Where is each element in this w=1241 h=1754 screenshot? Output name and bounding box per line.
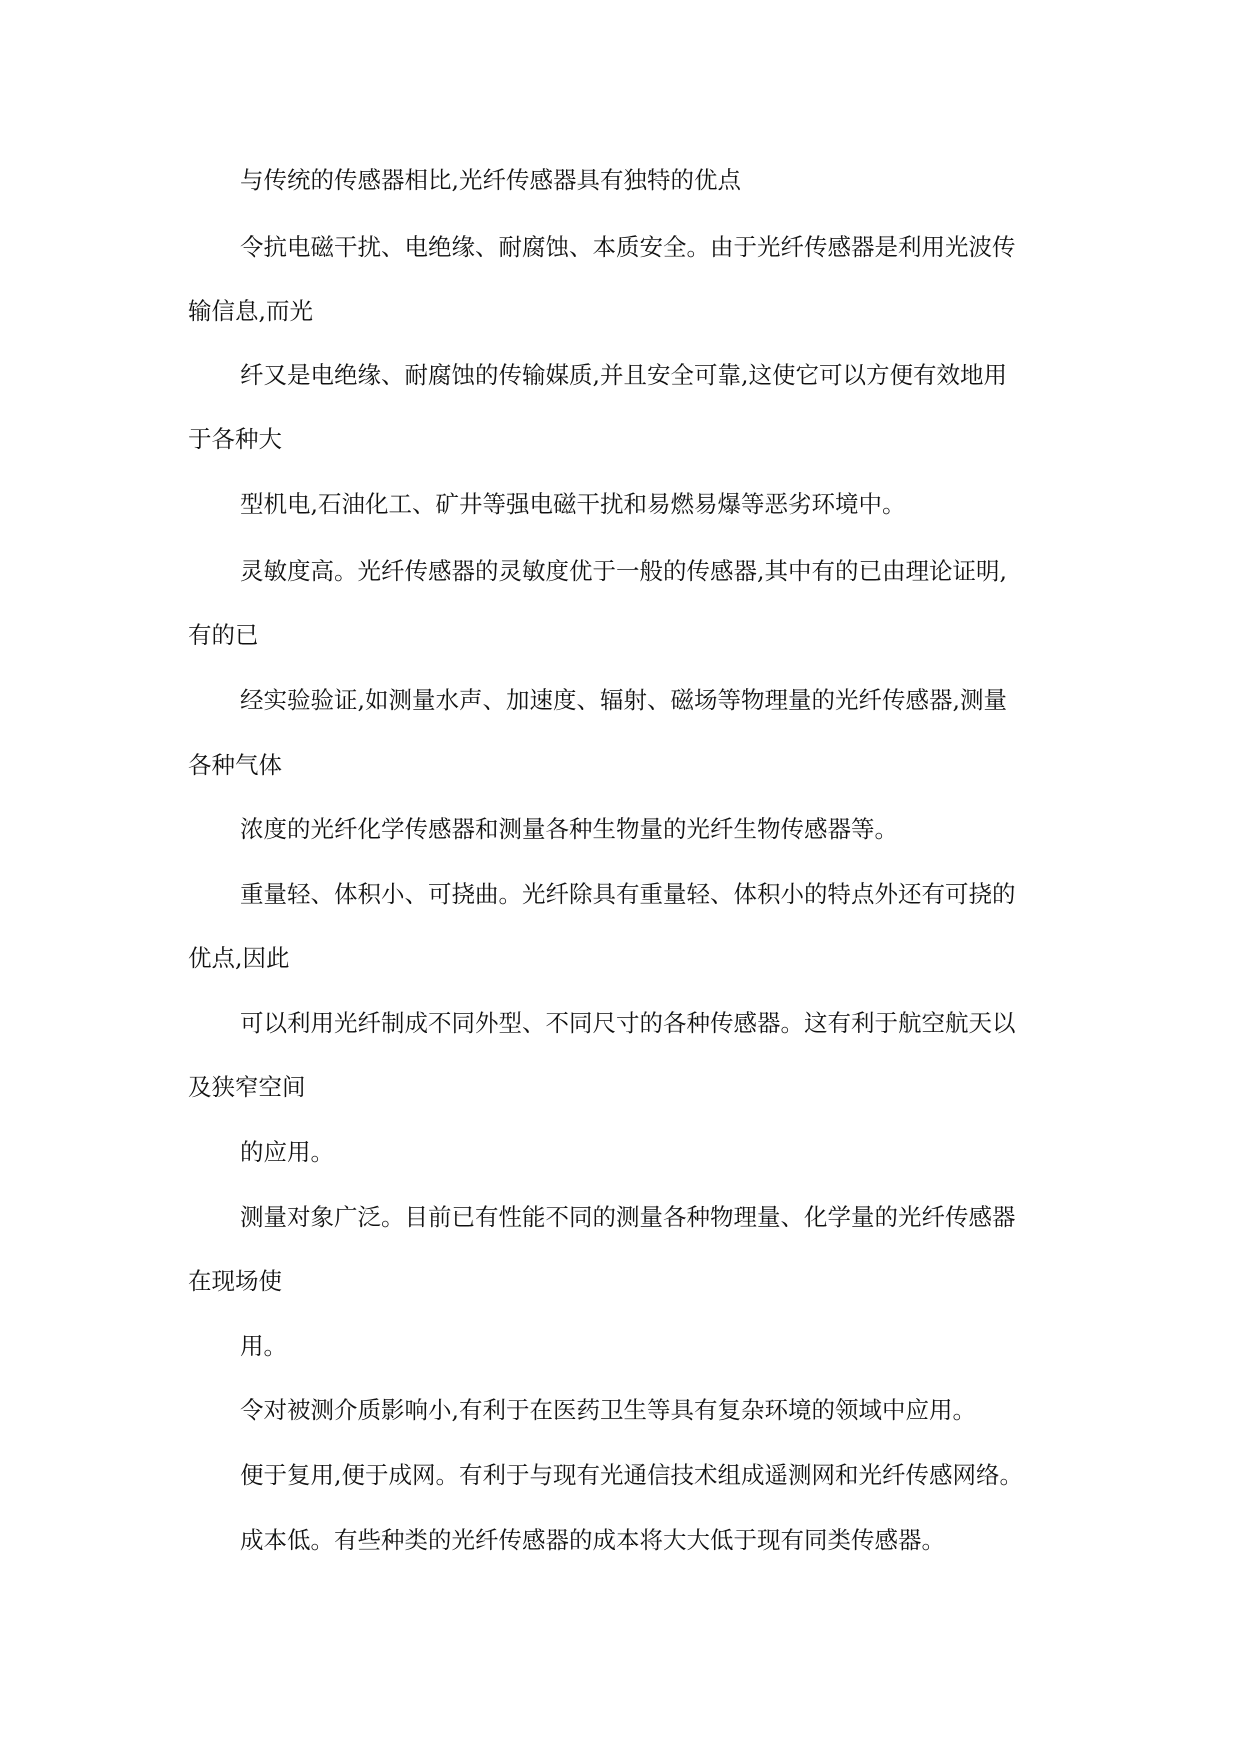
text-line: 成本低。有些种类的光纤传感器的成本将大大低于现有同类传感器。 [240, 1526, 945, 1554]
text-line: 重量轻、体积小、可挠曲。光纤除具有重量轻、体积小的特点外还有可挠的 [240, 880, 1016, 908]
text-line: 令对被测介质影响小,有利于在医药卫生等具有复杂环境的领域中应用。 [240, 1396, 976, 1424]
text-line: 输信息,而光 [188, 297, 313, 325]
text-line: 优点,因此 [188, 944, 290, 972]
text-line: 测量对象广泛。目前已有性能不同的测量各种物理量、化学量的光纤传感器 [240, 1203, 1016, 1231]
text-line: 可以利用光纤制成不同外型、不同尺寸的各种传感器。这有利于航空航天以 [240, 1009, 1016, 1037]
text-line: 纤又是电绝缘、耐腐蚀的传输媒质,并且安全可靠,这使它可以方便有效地用 [240, 361, 1007, 389]
text-line: 及狭窄空间 [188, 1073, 306, 1101]
text-line: 令抗电磁干扰、电绝缘、耐腐蚀、本质安全。由于光纤传感器是利用光波传 [240, 233, 1016, 261]
text-line: 有的已 [188, 621, 259, 649]
text-line: 于各种大 [188, 425, 282, 453]
text-line: 用。 [240, 1332, 287, 1360]
text-line: 灵敏度高。光纤传感器的灵敏度优于一般的传感器,其中有的已由理论证明, [240, 557, 1007, 585]
text-line: 便于复用,便于成网。有利于与现有光通信技术组成遥测网和光纤传感网络。 [240, 1461, 1023, 1489]
text-line: 经实验验证,如测量水声、加速度、辐射、磁场等物理量的光纤传感器,测量 [240, 686, 1007, 714]
text-line: 与传统的传感器相比,光纤传感器具有独特的优点 [240, 166, 741, 194]
text-line: 各种气体 [188, 751, 282, 779]
text-line: 的应用。 [240, 1138, 334, 1166]
text-line: 在现场使 [188, 1267, 282, 1295]
text-line: 浓度的光纤化学传感器和测量各种生物量的光纤生物传感器等。 [240, 815, 898, 843]
text-line: 型机电,石油化工、矿井等强电磁干扰和易燃易爆等恶劣环境中。 [240, 490, 906, 518]
